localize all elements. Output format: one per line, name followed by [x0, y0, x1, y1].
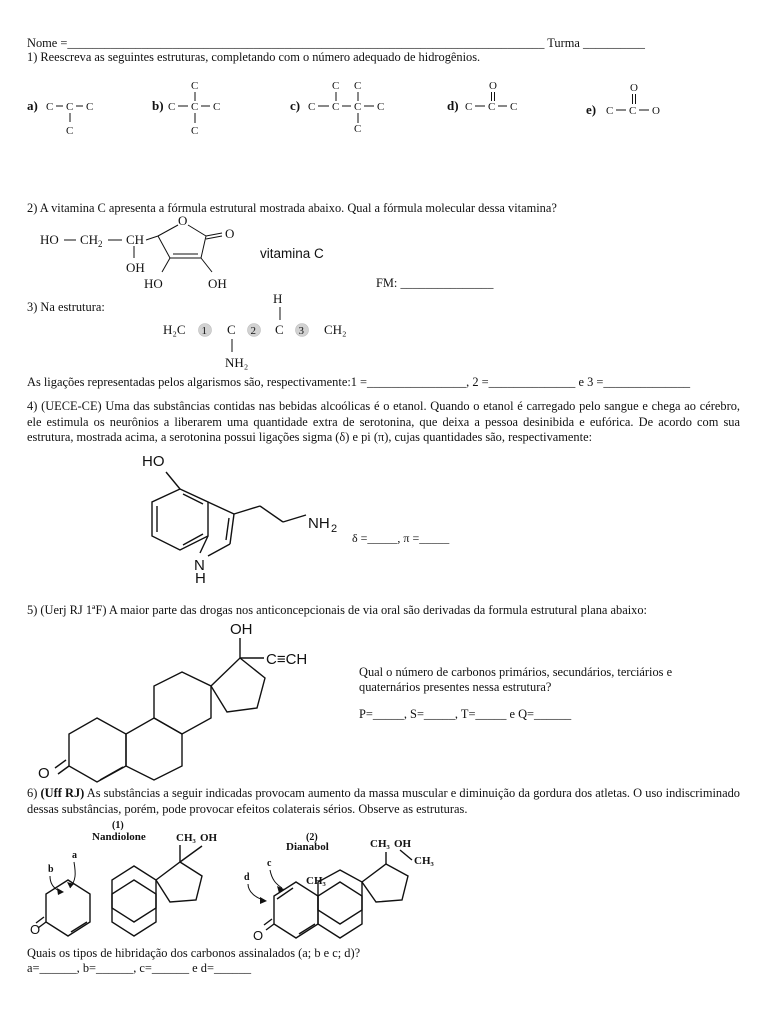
svg-text:d: d [244, 872, 250, 883]
svg-text:3: 3 [298, 325, 304, 337]
class-blank[interactable]: __________ [583, 36, 645, 50]
svg-text:2: 2 [331, 523, 338, 535]
svg-text:O: O [225, 226, 235, 241]
svg-text:C: C [275, 322, 284, 337]
svg-text:NH₂: NH₂ [225, 355, 249, 370]
svg-text:C: C [629, 105, 637, 117]
svg-text:Nandiolone: Nandiolone [92, 831, 146, 843]
q6-body: As substâncias a seguir indicadas provocam aumento da massa muscular e diminuição da gordura dos atletas. O uso indiscriminado dessas substâncias, porém, pode provocar efeitos colaterais sérios. Observe as estruturas. [27, 786, 741, 816]
svg-text:C: C [354, 80, 362, 92]
svg-text:2: 2 [250, 325, 256, 337]
q1-structure-b [152, 78, 232, 138]
svg-text:CH: CH [80, 232, 99, 247]
svg-text:1: 1 [201, 325, 207, 337]
q5-text: 5) (Uerj RJ 1ªF) A maior parte das drogas nos anticoncepcionais de via oral são derivadas da formula estrutural plana abaixo: [27, 603, 648, 617]
name-line [27, 36, 645, 51]
fm-blank[interactable]: _______________ [400, 276, 494, 290]
svg-text:OH: OH [208, 276, 227, 291]
q5-answer[interactable]: P=_____, S=_____, T=_____ e Q=______ [359, 707, 572, 721]
svg-text:O: O [652, 105, 660, 117]
svg-text:CH₃: CH₃ [370, 838, 390, 850]
svg-text:H: H [273, 291, 283, 306]
q6-answer[interactable]: a=______, b=______, c=______ e d=______ [27, 961, 252, 975]
class-label: Turma [547, 36, 580, 50]
svg-text:OH: OH [200, 832, 218, 844]
q4-answer[interactable]: δ =_____, π =_____ [352, 531, 450, 545]
svg-text:c: c [267, 858, 272, 869]
svg-text:C: C [66, 125, 74, 137]
q6-text [27, 786, 740, 817]
svg-text:N: N [194, 557, 205, 574]
q3-answer[interactable]: As ligações representadas pelos algarismos são, respectivamente:1 =________________, 2 =______________ e 3 =______________ [27, 375, 691, 389]
vitamin-c-structure [38, 214, 238, 292]
nandrolone-structure [30, 818, 245, 946]
fm-line [376, 276, 493, 291]
svg-text:C: C [354, 101, 362, 113]
svg-text:CH₃: CH₃ [414, 855, 434, 867]
svg-text:OH: OH [230, 621, 253, 638]
svg-text:OH: OH [394, 838, 412, 850]
svg-text:C: C [606, 105, 614, 117]
svg-text:C: C [46, 101, 54, 113]
svg-text:O: O [30, 922, 41, 937]
svg-text:O: O [489, 80, 497, 92]
q6-source: (Uff RJ) [40, 786, 85, 800]
svg-text:C: C [191, 101, 199, 113]
svg-text:O: O [630, 82, 638, 94]
svg-text:C: C [510, 101, 518, 113]
svg-text:O: O [178, 213, 188, 228]
svg-text:(1): (1) [112, 820, 124, 831]
q1-label-a: a) [27, 98, 38, 113]
q1-label-d: d) [447, 98, 459, 113]
svg-text:O: O [38, 765, 50, 782]
svg-text:Dianabol: Dianabol [286, 841, 329, 853]
svg-text:CH: CH [126, 232, 145, 247]
q4-text: 4) (UECE-CE) Uma das substâncias contidas nas bebidas alcoólicas é o etanol. Quando o etanol é carregado pelo sangue e chega ao cérebro, ele estimula os neurônios a liberarem uma quantidade extra de serotonina, que deixa a pessoa desinibida e eufórica. De acordo com sua estrutura, mostrada acima, a serotonina possui ligações sigma (δ) e pi (π), cujas quantidades são, respectivamente: [27, 399, 740, 444]
svg-text:OH: OH [126, 260, 145, 275]
svg-text:C: C [66, 101, 74, 113]
svg-text:CH₃: CH₃ [176, 832, 196, 844]
q6-prefix: 6) [27, 786, 41, 800]
svg-text:C: C [213, 101, 221, 113]
name-label: Nome = [27, 36, 68, 50]
svg-text:O: O [253, 928, 264, 943]
svg-text:C: C [191, 125, 199, 137]
svg-text:C≡CH: C≡CH [266, 651, 308, 668]
q3-structure [160, 288, 360, 370]
svg-text:b: b [48, 864, 54, 875]
svg-text:C: C [332, 80, 340, 92]
svg-text:(2): (2) [306, 832, 318, 843]
dianabol-structure [240, 826, 455, 946]
serotonin-structure [138, 452, 358, 586]
svg-text:H₂C: H₂C [163, 322, 186, 337]
q1-structure-a [27, 92, 117, 137]
svg-text:C: C [465, 101, 473, 113]
svg-text:HO: HO [142, 453, 165, 470]
svg-text:C: C [227, 322, 236, 337]
svg-text:C: C [168, 101, 176, 113]
svg-text:2: 2 [98, 239, 103, 249]
name-blank[interactable]: _____________________________________________________________________________ [67, 36, 545, 50]
svg-text:C: C [377, 101, 385, 113]
q2-text: 2) A vitamina C apresenta a fórmula estrutural mostrada abaixo. Qual a fórmula molecular dessa vitamina? [27, 201, 557, 215]
q1-c-bottom-c: C [354, 123, 362, 135]
svg-text:H: H [195, 570, 206, 587]
q1-structure-e [586, 80, 676, 125]
svg-text:C: C [86, 101, 94, 113]
q3-text: 3) Na estrutura: [27, 300, 105, 314]
fm-label: FM: [376, 276, 398, 290]
q1-label-e: e) [586, 102, 597, 117]
vitamin-c-name: vitamina C [260, 246, 324, 261]
q6-question: Quais os tipos de hibridação dos carbonos assinalados (a; b e c; d)? [27, 946, 361, 960]
svg-text:HO: HO [40, 232, 59, 247]
svg-text:CH₂: CH₂ [324, 322, 347, 337]
q1-label-c: c) [290, 98, 301, 113]
svg-text:C: C [488, 101, 496, 113]
svg-text:NH: NH [308, 515, 330, 532]
svg-text:HO: HO [144, 276, 163, 291]
q1-structure-d [447, 78, 532, 123]
q1-label-b: b) [152, 98, 164, 113]
q5-question: Qual o número de carbonos primários, secundários, terciários e quaternários presentes nessa estrutura? [359, 665, 673, 694]
svg-text:C: C [191, 80, 199, 92]
svg-text:CH₃: CH₃ [306, 875, 326, 887]
contraceptive-structure [30, 620, 330, 782]
q1-text: 1) Reescreva as seguintes estruturas, completando com o número adequado de hidrogênios. [27, 50, 481, 64]
svg-text:a: a [72, 850, 77, 861]
svg-text:C: C [308, 101, 316, 113]
svg-text:C: C [332, 101, 340, 113]
q1-structure-c [290, 78, 390, 138]
